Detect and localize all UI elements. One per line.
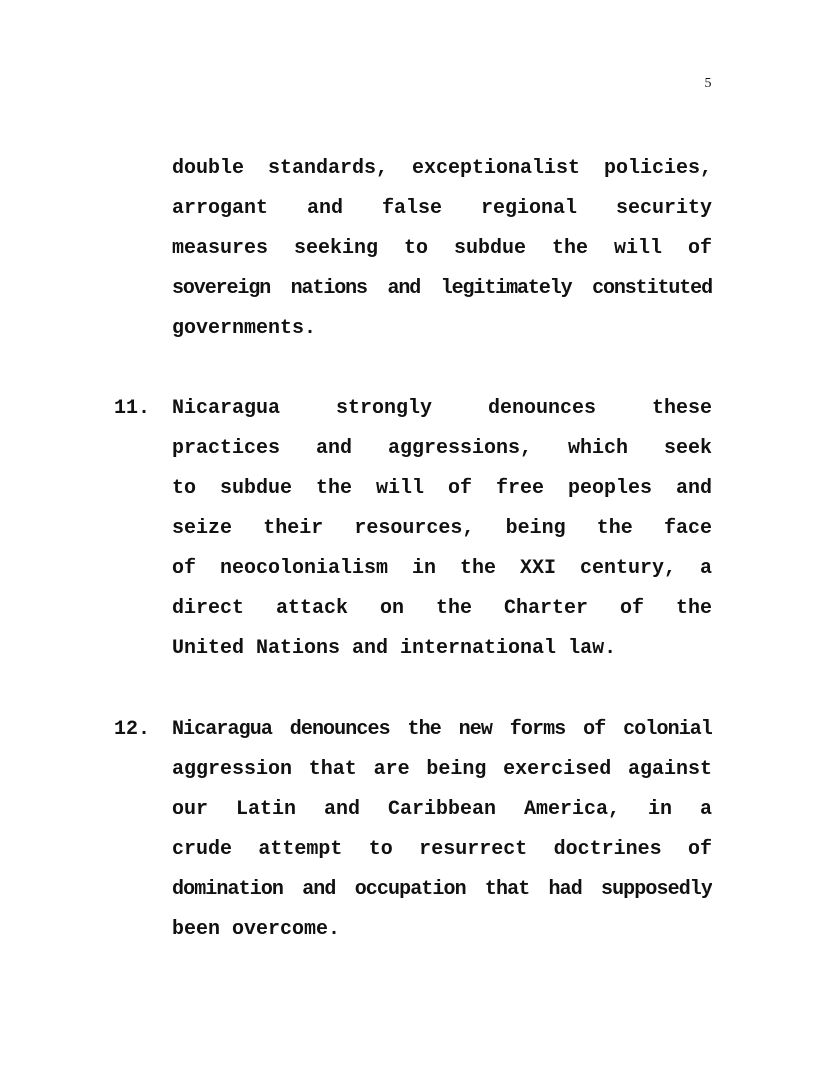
text-line: sovereign nations and legitimately constituted [172, 277, 712, 300]
text-line: our Latin and Caribbean America, in a [172, 798, 712, 821]
text-line: Nicaragua denounces the new forms of colonial [172, 718, 712, 741]
page-number: 5 [704, 76, 712, 91]
text-line: practices and aggressions, which seek [172, 437, 712, 460]
paragraph-12 [172, 710, 712, 950]
text-line: measures seeking to subdue the will of [172, 237, 712, 260]
text-line: seize their resources, being the face [172, 517, 712, 540]
paragraph-number: 12. [114, 718, 151, 741]
text-line: of neocolonialism in the XXI century, a [172, 557, 712, 580]
text-line: United Nations and international law. [172, 637, 617, 660]
text-line: double standards, exceptionalist policies, [172, 157, 712, 180]
text-line: aggression that are being exercised against [172, 758, 712, 781]
text-line: crude attempt to resurrect doctrines of [172, 838, 712, 861]
text-line: to subdue the will of free peoples and [172, 477, 712, 500]
text-line: been overcome. [172, 918, 341, 941]
continuation-paragraph [172, 149, 712, 349]
text-line: arrogant and false regional security [172, 197, 712, 220]
text-line: governments. [172, 317, 317, 340]
paragraph-11 [172, 389, 712, 669]
text-line: Nicaragua strongly denounces these [172, 397, 712, 420]
text-line: domination and occupation that had supposedly [172, 878, 712, 901]
paragraph-number: 11. [114, 397, 151, 420]
text-line: direct attack on the Charter of the [172, 597, 712, 620]
